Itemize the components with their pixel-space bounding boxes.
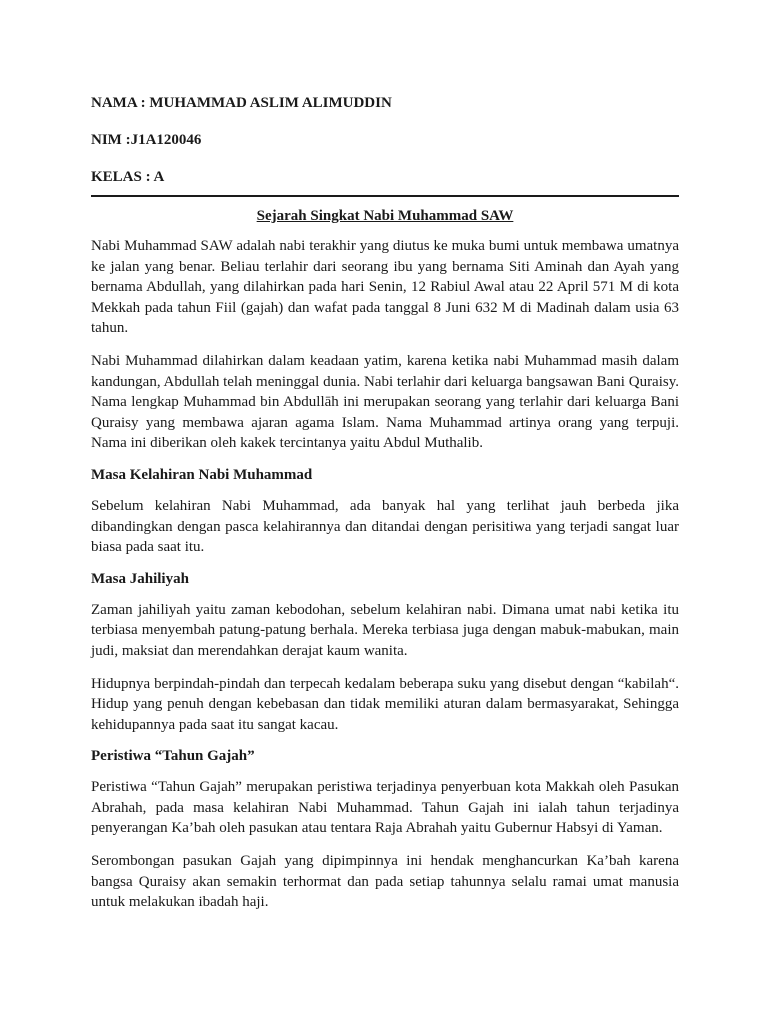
- tahun-gajah-paragraph-1: Peristiwa “Tahun Gajah” merupakan peristiwa terjadinya penyerbuan kota Makkah oleh Pasukan Abrahah, pada masa kelahiran Nabi Muhammad. Tahun Gajah ini ialah tahun terjadinya penyerangan Ka’bah oleh pasukan atau tentara Raja Abrahah yaitu Gubernur Habsyi di Yaman.: [91, 779, 679, 837]
- student-nim-line: NIM :J1A120046: [91, 132, 202, 148]
- jahiliyah-paragraph-1: Zaman jahiliyah yaitu zaman kebodohan, sebelum kelahiran nabi. Dimana umat nabi ketika itu terbiasa menyembah patung-patung berhala. Mereka terbiasa juga dengan mabuk-mabukan, main judi, maksiat dan merendahkan derajat kaum wanita.: [91, 601, 679, 659]
- header-divider: [91, 195, 679, 197]
- section-heading-jahiliyah: Masa Jahiliyah: [91, 570, 189, 587]
- section-heading-kelahiran: Masa Kelahiran Nabi Muhammad: [91, 466, 313, 483]
- jahiliyah-paragraph-2: Hidupnya berpindah-pindah dan terpecah kedalam beberapa suku yang disebut dengan “kabilah“. Hidup yang penuh dengan kebebasan dan tidak memiliki aturan dalam bermasyarakat, Sehingga kehidupannya pada saat itu sangat kacau.: [91, 675, 679, 733]
- intro-paragraph-1: Nabi Muhammad SAW adalah nabi terakhir yang diutus ke muka bumi untuk membawa umatnya ke jalan yang benar. Beliau terlahir dari seorang ibu yang bernama Siti Aminah dan Ayah yang bernama Abdullah, yang dilahirkan pada hari Senin, 12 Rabiul Awal atau 22 April 571 M di kota Mekkah pada tahun Fiil (gajah) dan wafat pada tanggal 8 Juni 632 M di Madinah dalam usia 63 tahun.: [91, 238, 679, 337]
- intro-paragraph-2: Nabi Muhammad dilahirkan dalam keadaan yatim, karena ketika nabi Muhammad masih dalam kandungan, Abdullah telah meninggal dunia. Nabi terlahir dari keluarga bangsawan Bani Quraisy. Nama lengkap Muhammad bin Abdullāh ini merupakan seorang yang terlahir dari keluarga Bani Quraisy yang membawa ajaran agama Islam. Nama Muhammad artinya orang yang terpuji. Nama ini diberikan oleh kakek tercintanya yaitu Abdul Muthalib.: [91, 352, 679, 452]
- kelahiran-paragraph-1: Sebelum kelahiran Nabi Muhammad, ada banyak hal yang terlihat jauh berbeda jika dibandingkan dengan pasca kelahirannya dan ditandai dengan perisitiwa yang terjadi sangat luar biasa pada saat itu.: [91, 497, 679, 556]
- student-name-line: NAMA : MUHAMMAD ASLIM ALIMUDDIN: [91, 95, 392, 111]
- document-page: [91, 86, 679, 913]
- student-class-line: KELAS : A: [91, 169, 165, 185]
- document-title: Sejarah Singkat Nabi Muhammad SAW: [256, 208, 514, 224]
- section-heading-tahun-gajah: Peristiwa “Tahun Gajah”: [91, 748, 255, 765]
- tahun-gajah-paragraph-2: Serombongan pasukan Gajah yang dipimpinnya ini hendak menghancurkan Ka’bah karena bangsa Quraisy akan semakin terhormat dan pada setiap tahunnya selalu ramai umat manusia untuk melakukan ibadah haji.: [91, 853, 679, 911]
